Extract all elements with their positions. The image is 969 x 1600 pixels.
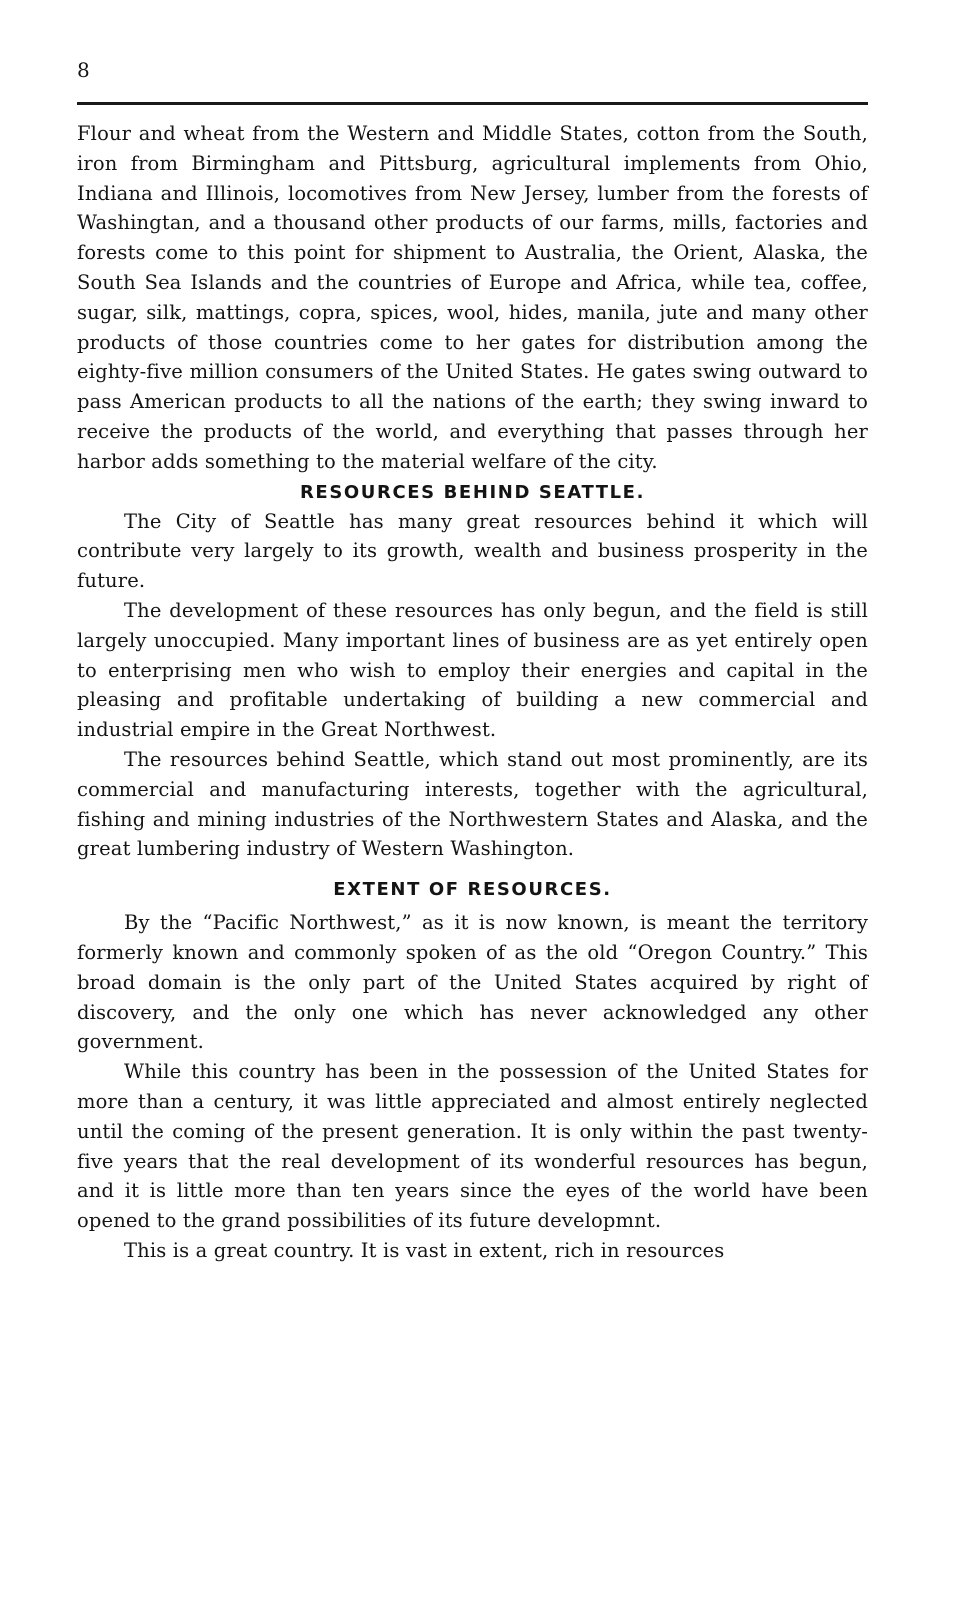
- section-heading-resources-behind-seattle: RESOURCES BEHIND SEATTLE.: [299, 481, 646, 503]
- body-paragraph: The resources behind Seattle, which stand out most prominently, are its commercial and manufacturing interests, together with the agricultural, fishing and mining industries of the Northwestern States and Alaska, and the great lumbering industry of Western Washington.: [77, 747, 868, 861]
- body-paragraph: This is a great country. It is vast in extent, rich in resources: [124, 1238, 725, 1262]
- body-paragraph: While this country has been in the possession of the United States for more than a century, it was little appreciated and almost entirely neglected until the coming of the present generation. It is only within the past twenty-five years that the real development of its wonderful resources has begun, and it is little more than ten years since the eyes of the world have been opened to the grand possibilities of its future developmnt.: [77, 1060, 868, 1233]
- intro-paragraph: Flour and wheat from the Western and Middle States, cotton from the South, iron from Birmingham and Pittsburg, agricultural implements from Ohio, Indiana and Illinois, locomotives from New Jersey, lumber from the forests of Washingtan, and a thousand other products of our farms, mills, factories and forests come to this point for shipment to Australia, the Orient, Alaska, the South Sea Islands and the countries of Europe and Africa, while tea, coffee, sugar, silk, mattings, copra, spices, wool, hides, manila, jute and many other products of those countries come to her gates for distribution among the eighty-five million consumers of the United States. He gates swing outward to pass American products to all the nations of the earth; they swing inward to receive the products of the world, and everything that passes through her harbor adds something to the material welfare of the city.: [77, 122, 868, 473]
- body-paragraph: By the “Pacific Northwest,” as it is now known, is meant the territory formerly known and commonly spoken of as the old “Oregon Country.” This broad domain is the only part of the United States acquired by right of discovery, and the only one which has never acknowledged any other government.: [77, 911, 868, 1054]
- page-number: 8: [77, 58, 90, 82]
- page-body: [77, 119, 868, 1266]
- body-paragraph: The City of Seattle has many great resources behind it which will contribute very largely to its growth, wealth and business prosperity in the future.: [77, 509, 868, 593]
- header-rule: [77, 102, 868, 105]
- section-heading-extent-of-resources: EXTENT OF RESOURCES.: [333, 879, 612, 901]
- body-paragraph: The development of these resources has only begun, and the field is still largely unoccupied. Many important lines of business are as yet entirely open to enterprising men who wish to employ their energies and capital in the pleasing and profitable undertaking of building a new commercial and industrial empire in the Great Northwest.: [77, 598, 868, 742]
